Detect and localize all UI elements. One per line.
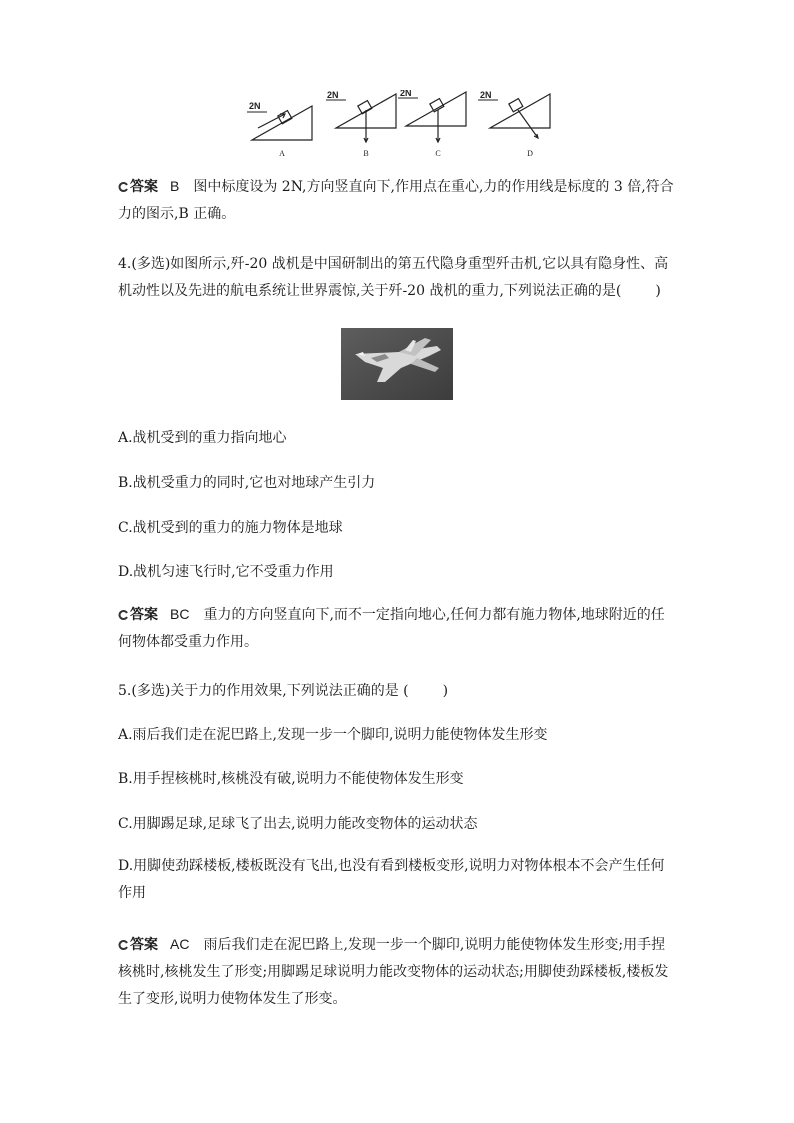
q3-answer-tag <box>118 174 158 201</box>
q5-option-a: A.雨后我们走在泥巴路上,发现一步一个脚印,说明力能使物体发生形变 <box>118 727 548 743</box>
fighter-jet-image <box>341 328 453 400</box>
option-label-d: D <box>527 149 533 158</box>
q4-option-d: D.战机匀速飞行时,它不受重力作用 <box>118 564 334 580</box>
option-label-c: C <box>435 149 441 158</box>
q3-answer-key: B <box>170 178 180 194</box>
q4-stem-close: ) <box>655 283 661 299</box>
force-diagram-figure <box>240 90 560 162</box>
q4-stem-text: 4.(多选)如图所示,歼-20 战机是中国研制出的第五代隐身重型歼击机,它以具有隐身性、高机动性以及先进的航电系统让世界震惊,关于歼-20 战机的重力,下列说法正确的是( <box>118 256 669 299</box>
q5-answer-tag-text: 答案 <box>130 937 158 953</box>
q4-answer-key: BC <box>170 606 190 622</box>
q5-answer-key: AC <box>170 936 190 952</box>
q5-answer-tag <box>118 932 158 959</box>
q5-option-c: C.用脚踢足球,足球飞了出去,说明力能改变物体的运动状态 <box>118 816 478 832</box>
q5-stem-close: ) <box>442 683 449 699</box>
q3-answer <box>118 173 676 228</box>
diagram-a <box>247 106 312 140</box>
force-label-a: 2N <box>249 101 261 111</box>
diagram-b <box>326 94 396 142</box>
q4-answer-tag-text: 答案 <box>130 607 158 623</box>
force-diagrams-svg <box>240 90 560 162</box>
force-label-b: 2N <box>327 90 339 100</box>
q5-stem <box>118 681 448 701</box>
q3-explanation: 图中标度设为 2N,方向竖直向下,作用点在重心,力的作用线是标度的 3 倍,符合力的图示,B 正确。 <box>118 179 674 222</box>
force-label-d: 2N <box>480 90 492 100</box>
q4-stem <box>118 251 676 305</box>
q4-answer <box>118 601 676 656</box>
answer-mark-icon <box>118 940 128 950</box>
option-label-b: B <box>363 149 369 158</box>
q4-option-b: B.战机受重力的同时,它也对地球产生引力 <box>118 475 376 491</box>
q5-option-d: D.用脚使劲踩楼板,楼板既没有飞出,也没有看到楼板变形,说明力对物体根本不会产生任何作用 <box>118 858 665 901</box>
force-label-c: 2N <box>400 90 412 98</box>
q4-answer-tag <box>118 602 158 629</box>
q5-stem-text: 5.(多选)关于力的作用效果,下列说法正确的是 ( <box>118 683 409 699</box>
answer-mark-icon <box>118 182 128 192</box>
q5-option-b: B.用手捏核桃时,核桃没有破,说明力不能使物体发生形变 <box>118 771 464 787</box>
q4-option-c: C.战机受到的重力的施力物体是地球 <box>118 520 343 536</box>
j20-jet-photo <box>341 328 453 400</box>
answer-mark-icon <box>118 610 128 620</box>
q5-explanation: 雨后我们走在泥巴路上,发现一步一个脚印,说明力能使物体发生形变;用手捏核桃时,核桃发生了形变;用脚踢足球说明力能改变物体的运动状态;用脚使劲踩楼板,楼板发生了变形,说明力使物体发生了形变。 <box>118 937 669 1007</box>
diagram-c <box>398 92 466 142</box>
q4-option-a: A.战机受到的重力指向地心 <box>118 430 287 446</box>
option-label-a: A <box>279 149 285 158</box>
q4-explanation: 重力的方向竖直向下,而不一定指向地心,任何力都有施力物体,地球附近的任何物体都受重力作用。 <box>118 607 665 650</box>
q5-answer <box>118 931 676 1013</box>
q3-answer-tag-text: 答案 <box>130 179 158 195</box>
diagram-d <box>478 94 550 138</box>
